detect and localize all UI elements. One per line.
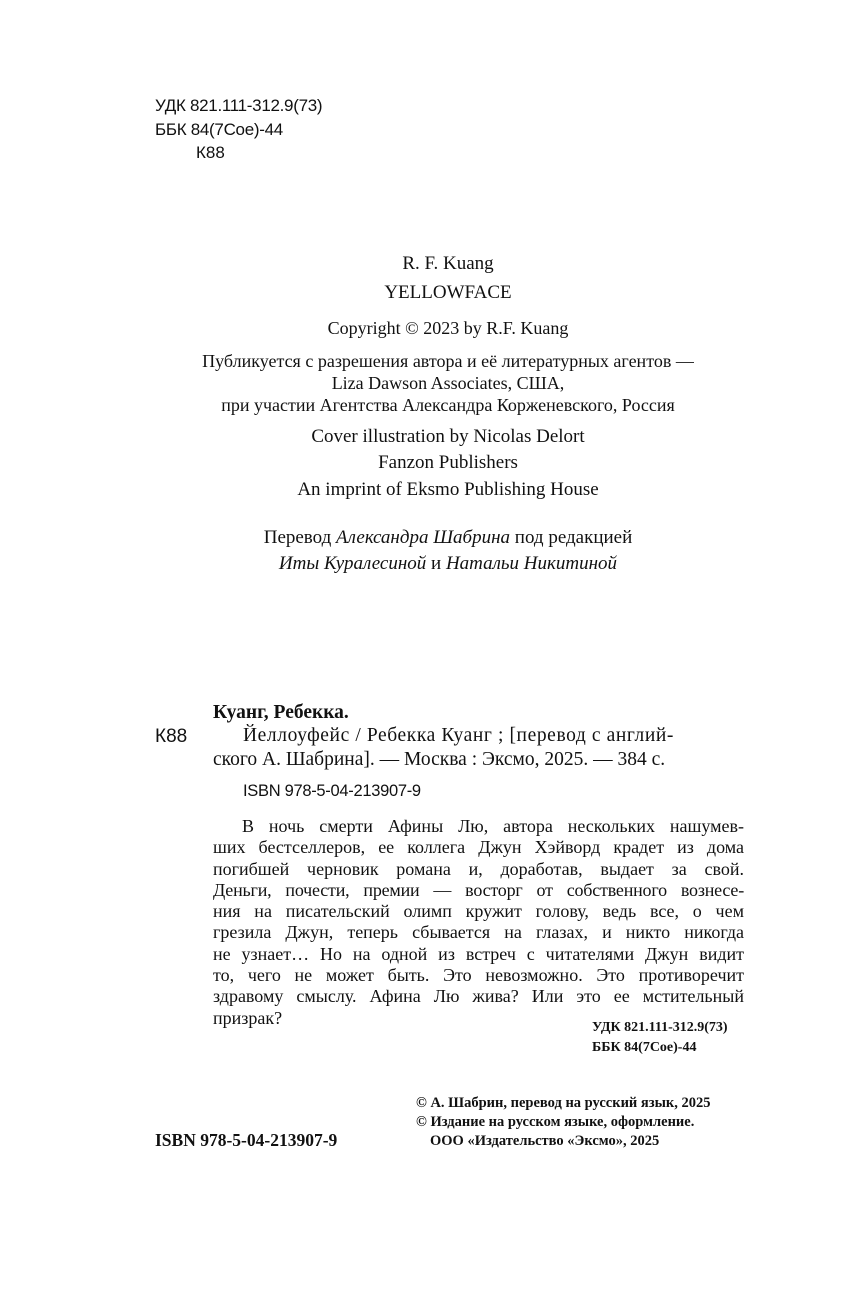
translation-prefix: Перевод <box>263 527 332 548</box>
catalog-line-2: ского А. Шабрина]. — Москва : Эксмо, 2025. — 384 с. <box>213 749 666 770</box>
editor-2: Натальи Никитиной <box>445 553 618 574</box>
catalog-heading: Куанг, Ребекка. <box>213 702 349 723</box>
permission-line-3: при участии Агентства Александра Корженевского, Россия <box>221 395 675 415</box>
imprint-credit: An imprint of Eksmo Publishing House <box>297 479 599 500</box>
translation-line-2 <box>0 552 844 576</box>
annotation-line: погибшей черновик романа и, доработав, выдает за свой. <box>213 858 744 879</box>
annotation-line: призрак? <box>213 1007 283 1028</box>
annotation-line: В ночь смерти Афины Лю, автора нескольких нашумев- <box>242 816 744 836</box>
footer-copyright-1: © А. Шабрин, перевод на русский язык, 2025 <box>416 1095 711 1111</box>
translation-and: и <box>431 553 442 574</box>
top-bbk: ББК 84(7Сое)-44 <box>155 120 283 139</box>
original-title: YELLOWFACE <box>384 282 512 303</box>
annotation-line: не узнает… Но на одной из встреч с читателями Джун видит <box>213 943 744 964</box>
top-udk: УДК 821.111-312.9(73) <box>155 96 323 115</box>
catalog-isbn: ISBN 978-5-04-213907-9 <box>243 782 421 800</box>
translation-line-1 <box>0 526 844 550</box>
translator-name: Александра Шабрина <box>336 527 511 548</box>
permission-line-1: Публикуется с разрешения автора и её литературных агентов — <box>202 351 694 371</box>
catalog-line-1: Йеллоуфейс / Ребекка Куанг ; [перевод с англий- <box>243 725 675 746</box>
annotation-line: Деньги, почести, премии — восторг от собственного вознесе- <box>213 879 744 900</box>
catalog-mark: К88 <box>155 726 188 747</box>
top-author-mark: К88 <box>196 143 225 162</box>
bottom-udk: УДК 821.111-312.9(73) <box>592 1020 728 1035</box>
annotation-line: грезила Джун, теперь сбывается на глазах, и никто никогда <box>213 922 744 943</box>
original-copyright: Copyright © 2023 by R.F. Kuang <box>327 318 569 338</box>
footer-isbn: ISBN 978-5-04-213907-9 <box>155 1130 338 1150</box>
bottom-bbk: ББК 84(7Сое)-44 <box>592 1040 697 1055</box>
translation-mid: под редакцией <box>514 527 633 548</box>
permission-line-2: Liza Dawson Associates, США, <box>331 373 565 393</box>
annotation-line: то, чего не может быть. Это невозможно. Это противоречит <box>213 965 744 986</box>
editor-1: Иты Куралесиной <box>278 553 427 574</box>
annotation <box>213 816 744 1029</box>
footer-copyright-2: © Издание на русском языке, оформление. <box>416 1114 695 1130</box>
annotation-line: здравому смыслу. Афина Лю жива? Или это ее мстительный <box>213 986 744 1007</box>
publisher-credit: Fanzon Publishers <box>378 452 518 473</box>
annotation-line: ших бестселлеров, ее коллега Джун Хэйворд крадет из дома <box>213 837 744 858</box>
footer-copyright-3: ООО «Издательство «Эксмо», 2025 <box>430 1133 660 1149</box>
original-author: R. F. Kuang <box>402 253 494 274</box>
cover-credit: Cover illustration by Nicolas Delort <box>311 426 585 447</box>
annotation-line: ния на писательский олимп кружит голову, ведь все, о чем <box>213 901 744 922</box>
